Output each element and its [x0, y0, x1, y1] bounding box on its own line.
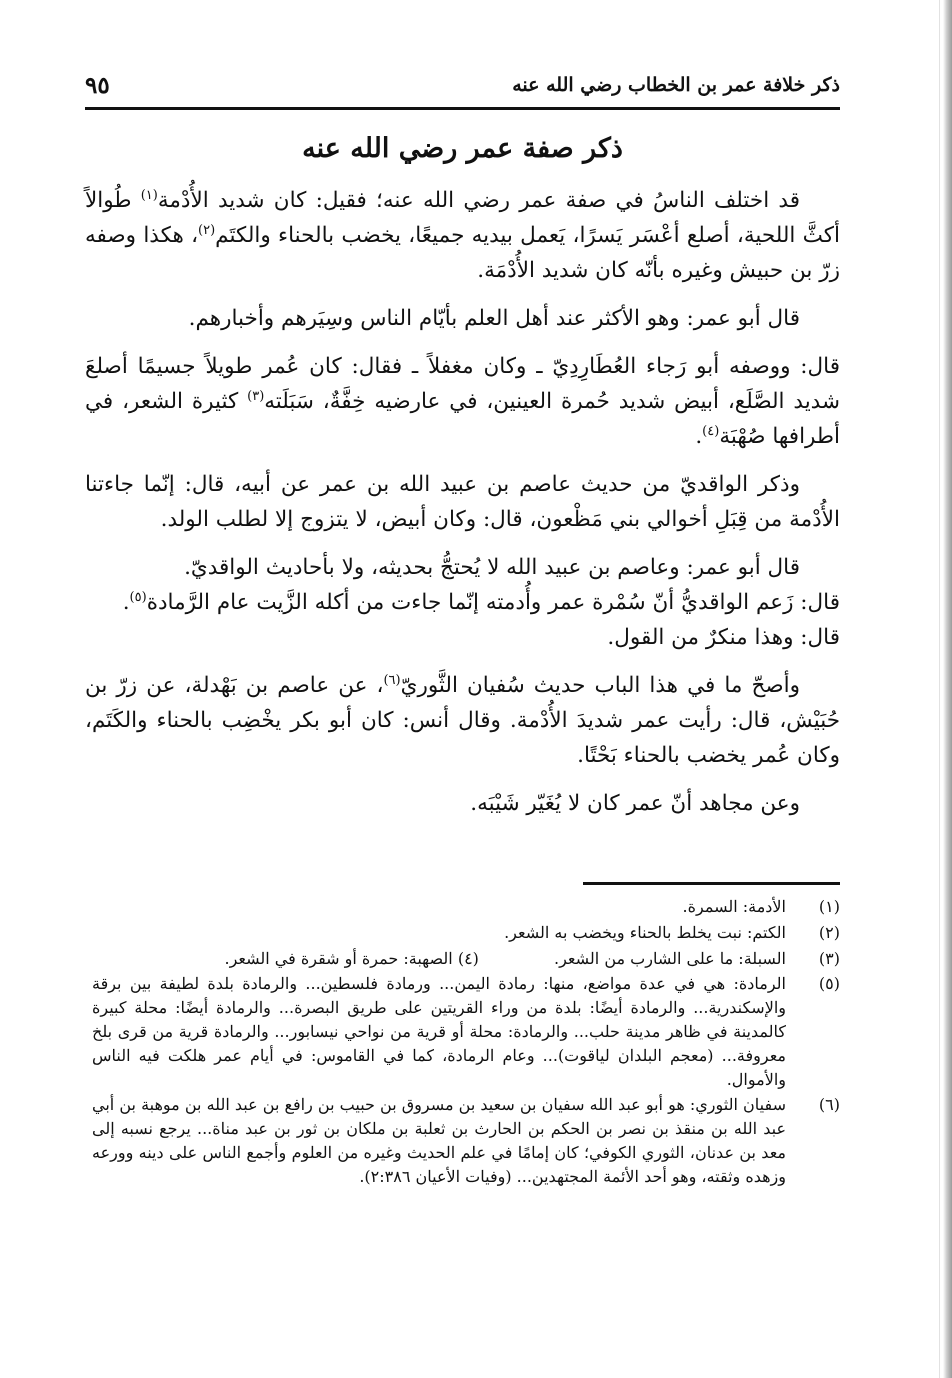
paragraph-text: قال: ووصفه أبو رَجاء العُطَارِدِيّ ـ وكان مغفلاً ـ فقال: كان عُمر طويلاً جسيمًا أصلعَ شديد الصَّلَع، أبيض شديد حُمرة العينين، في عارضيه خِفَّةٌ، سَبَلَته — [85, 354, 840, 414]
paragraph-text: . — [695, 424, 703, 449]
paragraph-text: ، عن عاصم بن بَهْدلة، عن زرّ بن حُبَيْش، قال: رأيت عمر شديدَ الأُدْمة. وقال أنس: كان أبو بكر يخْضِب بالحناء والكَتَم، وكان عُمر يخضب بالحناء بَحْتًا. — [85, 673, 840, 768]
section-heading: ذكر صفة عمر رضي الله عنه — [302, 133, 623, 164]
paragraph-text: وعن مجاهد أنّ عمر كان لا يُغَيّر شَيْبَه. — [470, 791, 800, 816]
paragraph-5 — [85, 550, 840, 585]
footnote-1 — [92, 895, 840, 919]
paragraph-text: قال أبو عمر: وهو الأكثر عند أهل العلم بأيّام الناس وسِيَرهم وأخبارهم. — [188, 306, 800, 331]
running-header — [85, 72, 840, 106]
paragraph-text: قال: وهذا منكرٌ من القول. — [607, 625, 840, 650]
footnote-ref: (٥) — [129, 589, 147, 605]
footnote-text: الصهبة: حمرة أو شقرة في الشعر. — [224, 948, 453, 968]
footnote-ref: (١) — [140, 187, 158, 203]
paragraph-text: وذكر الواقديّ من حديث عاصم بن عبيد الله بن عمر عن أبيه، قال: إنّما جاءتنا الأُدْمة من قِبَلِ أخوالي بني مَظْعون، قال: وكان أبيض، لا يتزوج إلا لطلب الولد. — [85, 472, 840, 532]
paragraph-text: ، هكذا وصفه زرّ بن حبيش وغيره بأنّه كان شديد الأُدْمَة. — [85, 223, 840, 283]
footnote-number: (١) — [818, 897, 840, 916]
paragraph-text: قد اختلف الناسُ في صفة عمر رضي الله عنه؛ فقيل: كان شديد الأُدْمة — [157, 188, 800, 213]
paragraph-4 — [85, 467, 840, 537]
paragraph-3 — [85, 349, 840, 454]
footnote-3-4 — [92, 947, 840, 971]
footnote-4 — [224, 947, 478, 971]
footnote-2 — [92, 921, 840, 945]
paragraph-text: قال أبو عمر: وعاصم بن عبيد الله لا يُحتجُّ بحديثه، ولا بأحاديث الواقديّ. — [184, 555, 800, 580]
paragraph-text: وأصحّ ما في هذا الباب حديث سُفيان الثَّوريّ — [400, 673, 801, 698]
footnote-number: (٢) — [818, 922, 840, 942]
paragraph-7 — [85, 620, 840, 655]
footnote-text: الكتم: نبت يخلط بالحناء ويخضب به الشعر. — [504, 922, 786, 942]
footnotes — [92, 895, 840, 1191]
footnote-text: السبلة: ما على الشارب من الشعر. — [554, 948, 786, 968]
footnote-text: الرمادة: هي في عدة مواضع، منها: رمادة اليمن... ورمادة فلسطين... والرمادة بلدة لطيفة بين برقة والإسكندرية... والرمادة أيضًا: بلدة من وراء القريتين على طريق البصرة... والرمادة أيضًا: محلة كبيرة كالمدينة في ظاهر مدينة حلب... والرمادة: محلة أو قرية من نواحي نيسابور... والرمادة قرية من قرى بلخ معروفة... (معجم البلدان لياقوت)... وعام الرمادة، كما في القاموس: في أيام عمر هلكت فيه الناس والأموال. — [92, 974, 787, 1089]
paragraph-2 — [85, 301, 840, 336]
footnote-ref: (٢) — [198, 222, 216, 238]
paragraph-8 — [85, 668, 840, 773]
paragraph-text: طُوالاً أكثَّ اللحية، أصلع أعْسَر يَسرًا، يَعمل بيديه جميعًا، يخضب بالحناء والكتَم — [85, 188, 840, 248]
footnote-text: سفيان الثوري: هو أبو عبد الله سفيان بن سعيد بن مسروق بن حبيب بن رافع بن عبد الله بن موهبة بن أبي عبد الله بن منقذ بن نصر بن الحكم بن الحارث بن ثعلبة بن ملكان بن ثور بن عبد مناة... يرجع نسبه إلى معد بن عدنان، الثوري الكوفي؛ كان إمامًا في علم الحديث وغيره من العلوم وأجمع الناس على دينه وورعه وزهده وثقته، وهو أحد الأئمة المجتهدين... (وفيات الأعيان ٢:٣٨٦). — [92, 1095, 786, 1186]
footnote-number: (٦) — [818, 1095, 840, 1115]
footnote-text: الأدمة: السمرة. — [682, 897, 786, 916]
paragraph-9 — [85, 786, 840, 821]
page-edge-shadow — [943, 0, 952, 1378]
page-number: ٩٥ — [85, 72, 110, 99]
footnote-number: (٣) — [818, 948, 840, 968]
header-rule — [85, 107, 840, 110]
page-edge-line — [939, 0, 940, 1378]
footnote-6 — [92, 1093, 840, 1188]
paragraph-6 — [85, 585, 840, 620]
paragraph-text: . — [122, 590, 130, 615]
paragraph-1 — [85, 183, 840, 288]
footnote-number: (٥) — [818, 974, 840, 994]
running-header-title: ذكر خلافة عمر بن الخطاب رضي الله عنه — [512, 74, 840, 96]
footnote-ref: (٤) — [702, 423, 720, 439]
footnote-rule — [583, 882, 840, 885]
footnote-ref: (٣) — [247, 388, 265, 404]
footnote-5 — [92, 972, 840, 1091]
paragraph-text: كثيرة الشعر، في أطرافها صُهْبَة — [85, 389, 840, 449]
body-text — [85, 183, 840, 821]
footnote-number: (٤) — [457, 948, 479, 968]
paragraph-text: قال: زَعم الواقديُّ أنّ سُمْرة عمر وأُدمته إنّما جاءت من أكله الزَّيت عام الرَّمادة — [146, 590, 840, 615]
footnote-ref: (٦) — [383, 672, 401, 688]
